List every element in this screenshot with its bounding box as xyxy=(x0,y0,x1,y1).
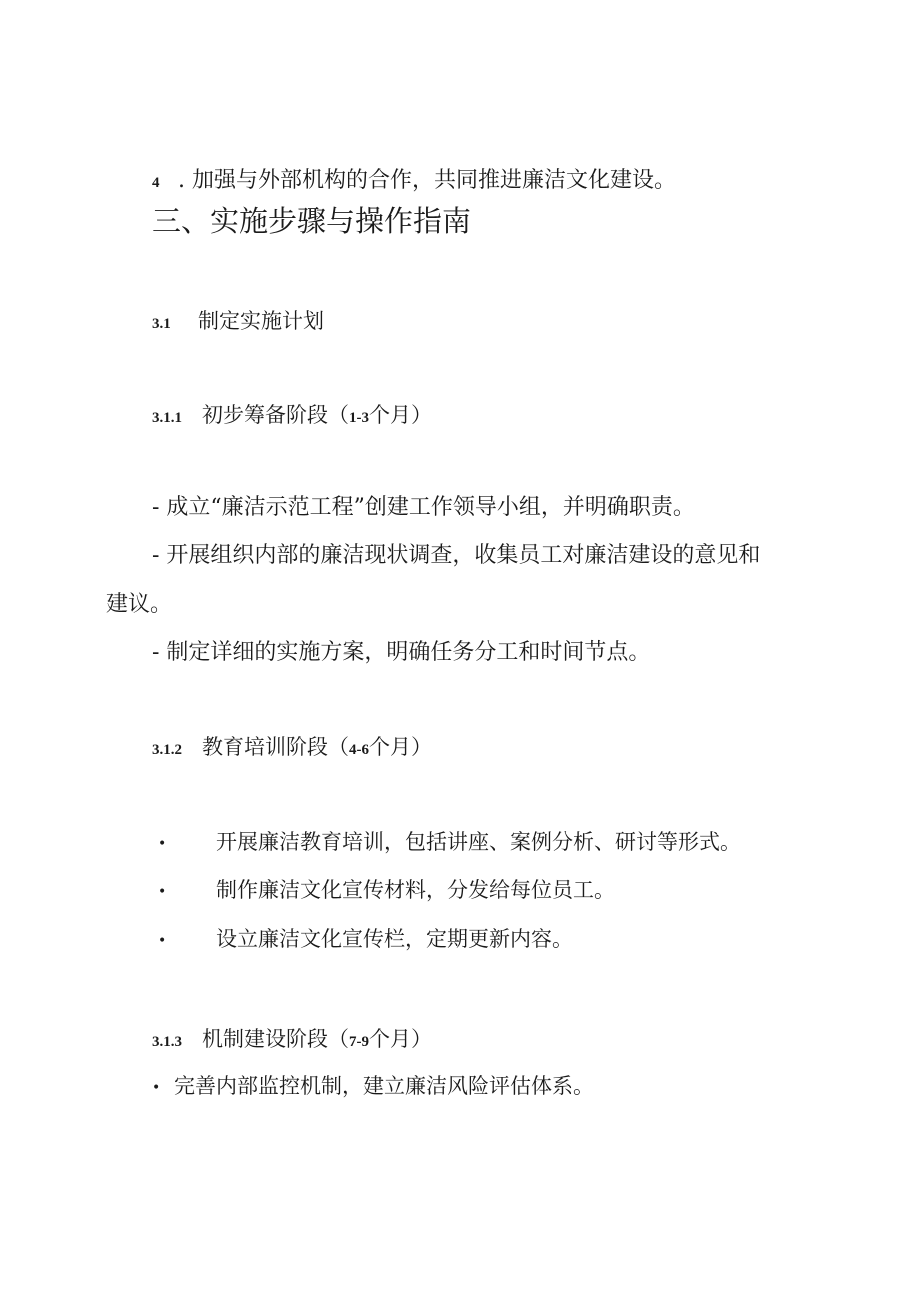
subheading-range: 4-6 xyxy=(349,742,369,758)
list-item: - 制定详细的实施方案，明确任务分工和时间节点。 xyxy=(152,640,651,665)
subheading-text-after: 个月） xyxy=(369,1027,432,1051)
section-heading: 三、实施步骤与操作指南 xyxy=(152,204,472,238)
subheading-text-after: 个月） xyxy=(369,403,432,427)
bullet-text: 完善内部监控机制，建立廉洁风险评估体系。 xyxy=(174,1074,594,1098)
subheading-3-1-2 xyxy=(152,732,432,765)
subheading-3-1 xyxy=(152,306,324,339)
subheading-text-after: 个月） xyxy=(369,735,432,759)
list-item-number: 4 xyxy=(152,175,160,191)
list-item-4 xyxy=(152,166,676,198)
subheading-range: 1-3 xyxy=(349,410,369,426)
list-item-continuation: 建议。 xyxy=(106,592,173,617)
bullet-icon: • xyxy=(152,1079,161,1096)
subheading-number: 3.1.1 xyxy=(152,410,182,426)
bullet-icon: • xyxy=(158,835,167,852)
bullet-icon: • xyxy=(158,932,167,949)
subheading-range: 7-9 xyxy=(349,1034,369,1050)
subheading-3-1-1 xyxy=(152,400,432,433)
bullet-icon: • xyxy=(158,883,167,900)
subheading-text: 机制建设阶段（ xyxy=(202,1027,349,1051)
subheading-text: 初步筹备阶段（ xyxy=(202,403,349,427)
subheading-number: 3.1 xyxy=(152,316,171,332)
subheading-number: 3.1.3 xyxy=(152,1034,182,1050)
list-item-text: . 加强与外部机构的合作，共同推进廉洁文化建设。 xyxy=(178,168,676,193)
bullet-item xyxy=(158,827,741,859)
subheading-number: 3.1.2 xyxy=(152,742,182,758)
bullet-text: 设立廉洁文化宣传栏，定期更新内容。 xyxy=(216,927,573,951)
bullet-item xyxy=(158,924,573,956)
bullet-item xyxy=(152,1071,594,1103)
bullet-item xyxy=(158,875,615,907)
subheading-3-1-3 xyxy=(152,1024,432,1057)
subheading-text: 教育培训阶段（ xyxy=(202,735,349,759)
bullet-text: 开展廉洁教育培训，包括讲座、案例分析、研讨等形式。 xyxy=(216,830,741,854)
bullet-text: 制作廉洁文化宣传材料，分发给每位员工。 xyxy=(216,878,615,902)
list-item: - 成立“廉洁示范工程”创建工作领导小组，并明确职责。 xyxy=(152,495,695,520)
subheading-text: 制定实施计划 xyxy=(198,309,324,333)
list-item: - 开展组织内部的廉洁现状调查，收集员工对廉洁建设的意见和 xyxy=(152,543,761,568)
